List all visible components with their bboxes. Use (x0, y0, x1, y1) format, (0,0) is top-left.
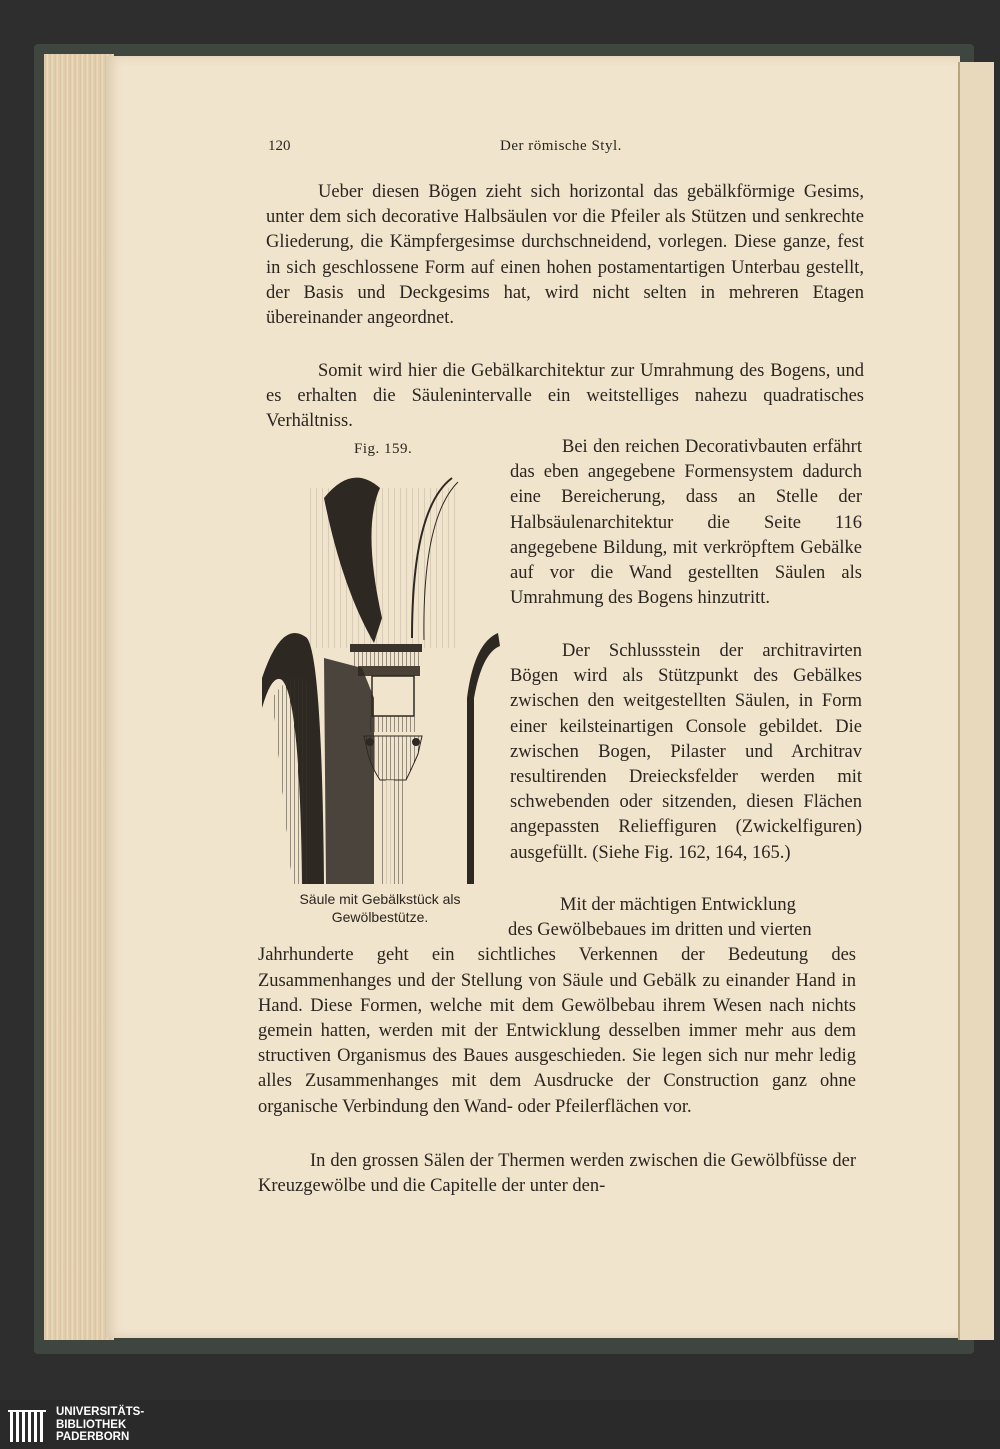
paragraph-1: Ueber diesen Bögen zieht sich horizontal das gebälkförmige Gesims, unter dem sich decorative Halbsäulen vor die Pfeiler als Stützen und senkrechte Gliederung, die Kämpfergesimse durchschneidend, vorlegen. Diese ganze, fest in sich geschlossene Form auf einen hohen postamentartigen Unterbau gestellt, der Basis und Deckgesims hat, wird nicht selten in mehreren Etagen übereinander angeordnet. (266, 182, 864, 329)
paragraph-6: In den grossen Sälen der Thermen werden zwischen die Gewölbfüsse der Kreuzgewölbe und die Capitelle der unter den- (258, 1151, 856, 1197)
library-footer-bar (0, 1400, 1000, 1449)
logo-line-3: PADERBORN (56, 1431, 130, 1443)
column-engraving-figure (262, 468, 500, 884)
paragraph-5-line-2: des Gewölbebaues im dritten und vierten (508, 920, 812, 941)
running-title: Der römische Styl. (500, 138, 622, 154)
paragraph-5 (258, 893, 856, 1120)
library-logo-icon (8, 1408, 48, 1446)
paragraph-3: Bei den reichen Decorativbauten erfährt das eben angegebene Formensystem dadurch eine Bereicherung, dass an Stelle der Halbsäulenarchitektur die Seite 116 angegebene Bildung, mit verkröpftem Gebälke auf vor die Wand gestellten Säulen als Umrahmung des Bogens hinzutritt. (510, 437, 862, 609)
logo-line-2: BIBLIOTHEK (56, 1418, 127, 1431)
page-edges (44, 54, 114, 1340)
paragraph-5-rest: Jahrhunderte geht ein sichtliches Verkennen der Bedeutung des Zusammenhanges und der Stellung von Säule und Gebälk zu einander Hand in Hand. Diese Formen, welche mit dem Gewölbebau ihrem Wesen nach nichts gemein hatten, werden mit der Entwicklung desselben immer mehr aus dem structiven Organismus des Baues ausgeschieden. Sie legen sich nur mehr ledig alles Zusammenhanges mit dem Ausdrucke der Construction ganz ohne organische Verbindung den Wand- oder Pfeilerflächen vor. (258, 945, 856, 1117)
figure-label: Fig. 159. (354, 441, 413, 457)
next-page-edge (958, 62, 994, 1340)
paragraph-2: Somit wird hier die Gebälkarchitektur zur Umrahmung des Bogens, und es erhalten die Säulenintervalle ein weitstelliges nahezu quadratisches Verhältniss. (266, 361, 864, 432)
figure-caption: Säule mit Gebälkstück als Gewölbestütze. (299, 891, 461, 925)
logo-line-1: UNIVERSITÄTS- (56, 1406, 145, 1418)
paragraph-5-line-1: Mit der mächtigen Entwicklung (560, 895, 796, 915)
page-number: 120 (268, 138, 291, 154)
library-logo-text (56, 1406, 144, 1444)
paragraph-4: Der Schlussstein der architravirten Bögen wird als Stützpunkt des Gebälkes zwischen den weitgestellten Säulen, in Form einer keilsteinartigen Console gebildet. Die zwischen Bogen, Pilaster und Architrav resultirenden Dreiecksfelder werden mit schwebenden oder sitzenden, diesen Flächen angepassten Relieffiguren (Zwickelfiguren) ausgefüllt. (Siehe Fig. 162, 164, 165.) (510, 641, 862, 863)
